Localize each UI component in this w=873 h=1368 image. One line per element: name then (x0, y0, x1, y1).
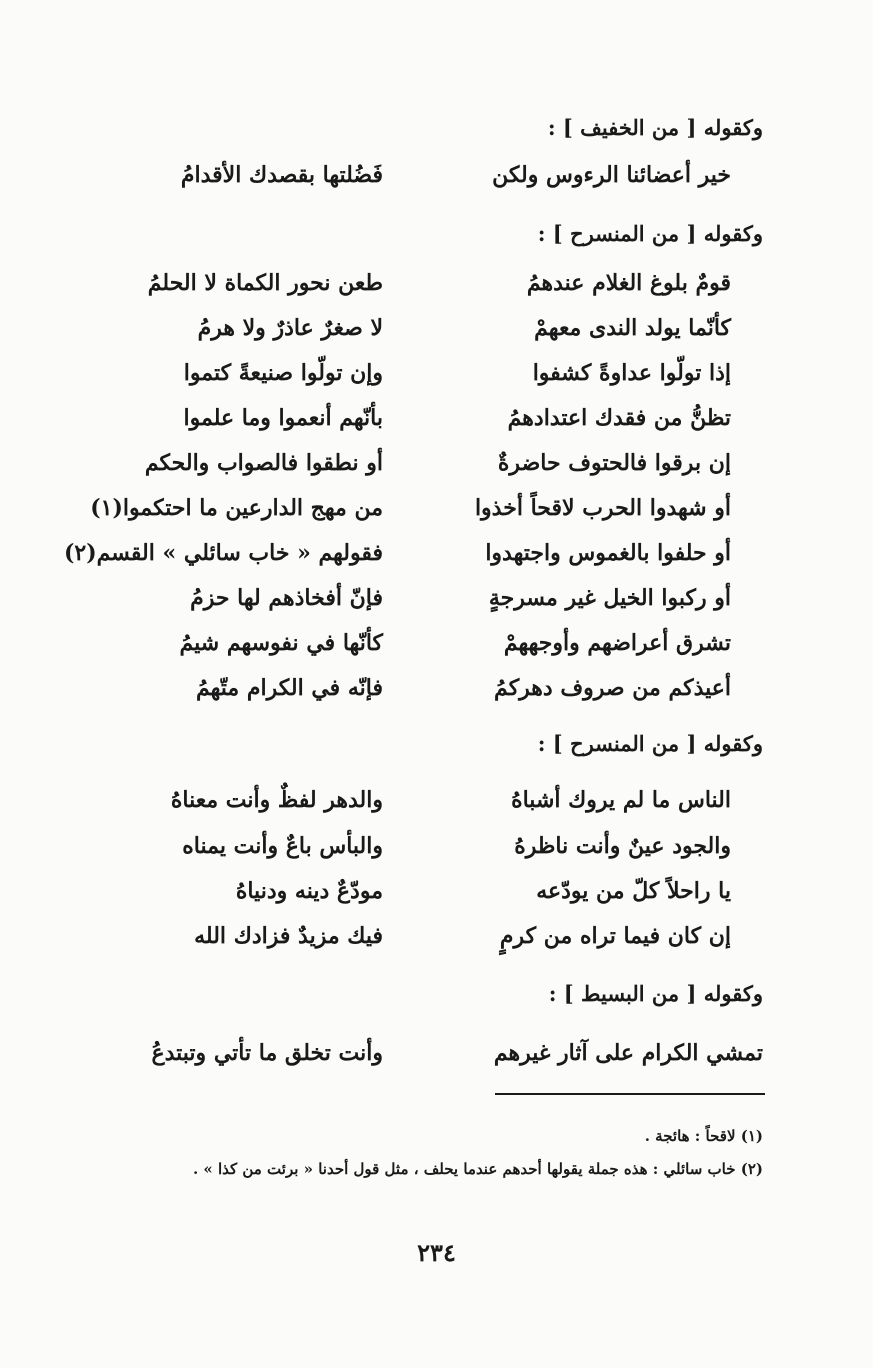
verse-first-hemistich: إن برقوا فالحتوف حاضرةٌ (497, 450, 731, 476)
verse-line (0, 623, 873, 663)
verse-line (0, 398, 873, 438)
verse-first-hemistich: كأنّما يولد الندى معهمْ (534, 315, 731, 341)
verse-second-hemistich: أو نطقوا فالصواب والحكم (144, 450, 383, 476)
footnote-1: (١) لاقحاً : هائجة . (644, 1127, 763, 1145)
verse-line (0, 263, 873, 303)
verse-second-hemistich: فإنّ أفخاذهم لها حزمُ (190, 585, 383, 611)
verse-first-hemistich: أو شهدوا الحرب لاقحاً أخذوا (474, 495, 731, 521)
verse-line (0, 780, 873, 820)
verse-line (0, 443, 873, 483)
verse-second-hemistich: والبأس باعٌ وأنت يمناه (182, 833, 383, 859)
verse-line (0, 353, 873, 393)
verse-second-hemistich: طعن نحور الكماة لا الحلمُ (147, 270, 383, 296)
verse-line (0, 308, 873, 348)
verse-first-hemistich: الناس ما لم يروك أشباهُ (511, 787, 731, 813)
verse-first-hemistich: قومٌ بلوغ الغلام عندهمُ (526, 270, 731, 296)
verse-second-hemistich: مودّعٌ دينه ودنياهُ (235, 878, 383, 904)
page-number: ٢٣٤ (417, 1238, 456, 1267)
verse-first-hemistich: تمشي الكرام على آثار غيرهم (493, 1040, 763, 1066)
verse-second-hemistich: كأنّها في نفوسهم شيمُ (179, 630, 383, 656)
meter-intro-khafif: وكقوله [ من الخفيف ] : (547, 115, 763, 140)
verse-line (0, 871, 873, 911)
meter-intro-munsarih: وكقوله [ من المنسرح ] : (537, 731, 763, 756)
verse-line (0, 533, 873, 573)
verse-second-hemistich: فَضُلتها بقصدك الأقدامُ (180, 162, 383, 188)
verse-second-hemistich: من مهج الدارعين ما احتكموا(١) (90, 495, 383, 521)
verse-second-hemistich: فيك مزيدٌ فزادك الله (194, 923, 383, 949)
verse-line (0, 155, 873, 195)
verse-second-hemistich: وأنت تخلق ما تأتي وتبتدعُ (151, 1040, 383, 1066)
meter-intro-munsarih: وكقوله [ من المنسرح ] : (537, 221, 763, 246)
verse-line (0, 668, 873, 708)
verse-line (0, 1033, 873, 1073)
verse-line (0, 488, 873, 528)
verse-first-hemistich: والجود عينٌ وأنت ناظرهُ (514, 833, 731, 859)
verse-first-hemistich: أو ركبوا الخيل غير مسرجةٍ (488, 585, 731, 611)
verse-second-hemistich: فإنّه في الكرام متّهمُ (195, 675, 383, 701)
footnote-2: (٢) خاب سائلي : هذه جملة يقولها أحدهم عندما يحلف ، مثل قول أحدنا « برئت من كذا » . (192, 1160, 763, 1178)
footnote-rule (495, 1093, 765, 1095)
verse-first-hemistich: يا راحلاً كلّ من يودّعه (536, 878, 731, 904)
verse-first-hemistich: أو حلفوا بالغموس واجتهدوا (485, 540, 731, 566)
verse-line (0, 916, 873, 956)
verse-second-hemistich: لا صغرٌ عاذرٌ ولا هرمُ (197, 315, 383, 341)
verse-line (0, 826, 873, 866)
verse-second-hemistich: فقولهم « خاب سائلي » القسم(٢) (63, 540, 383, 566)
meter-intro-basit: وكقوله [ من البسيط ] : (548, 981, 763, 1006)
verse-first-hemistich: تظنُّ من فقدك اعتدادهمُ (507, 405, 731, 431)
verse-first-hemistich: تشرق أعراضهم وأوجههمْ (503, 630, 731, 656)
verse-first-hemistich: خير أعضائنا الرءوس ولكن (492, 162, 731, 188)
verse-second-hemistich: بأنّهم أنعموا وما علموا (183, 405, 383, 431)
verse-second-hemistich: والدهر لفظٌ وأنت معناهُ (170, 787, 383, 813)
verse-first-hemistich: إن كان فيما تراه من كرمٍ (499, 923, 731, 949)
verse-first-hemistich: إذا تولّوا عداوةً كشفوا (532, 360, 731, 386)
verse-second-hemistich: وإن تولّوا صنيعةً كتموا (183, 360, 383, 386)
verse-first-hemistich: أعيذكم من صروف دهركمُ (494, 675, 731, 701)
verse-line (0, 578, 873, 618)
